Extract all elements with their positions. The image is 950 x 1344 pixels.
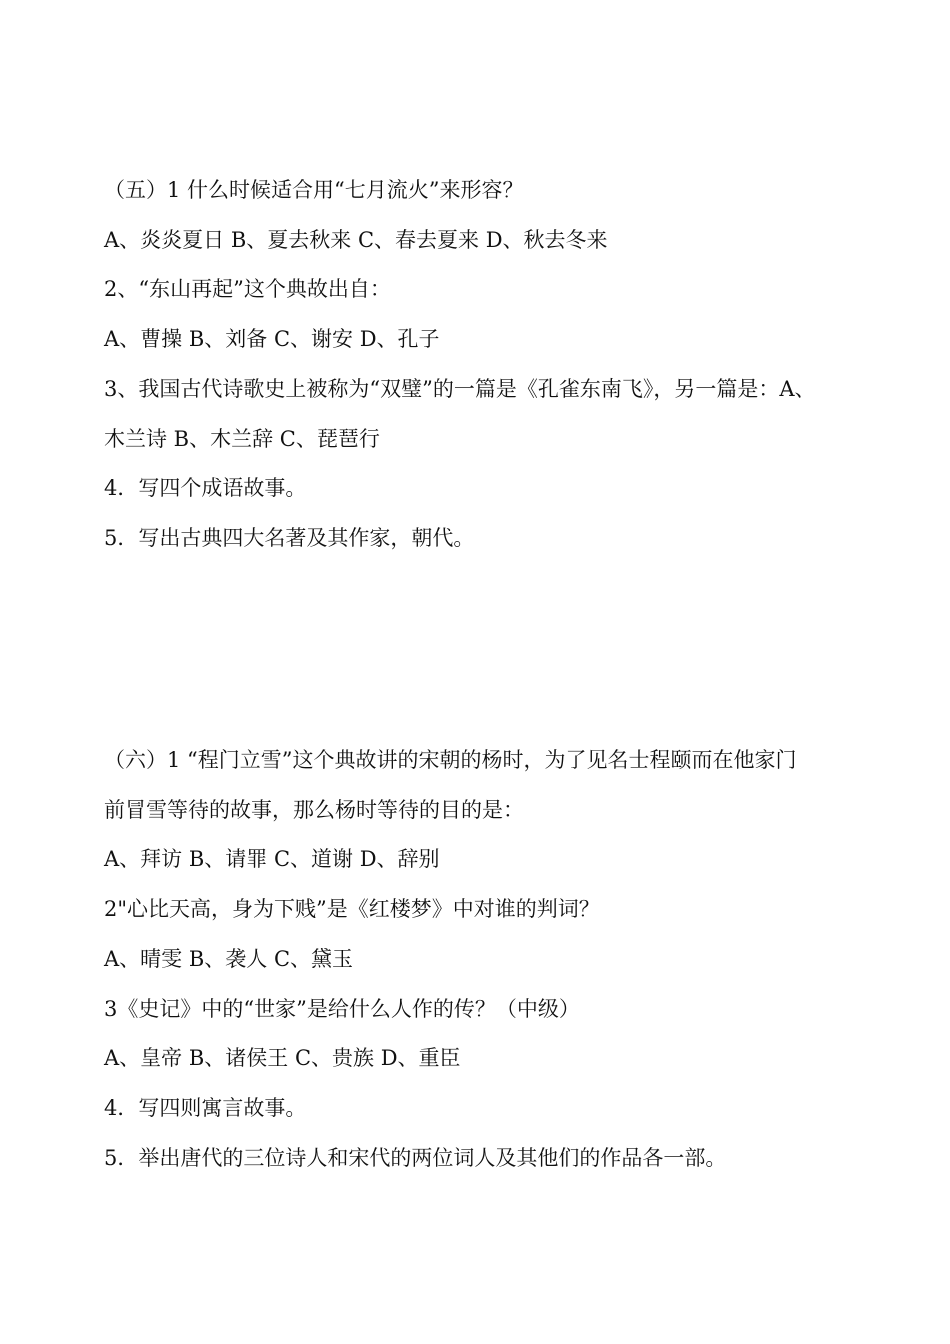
question-6-5: 5．举出唐代的三位诗人和宋代的两位词人及其他们的作品各一部。: [104, 1145, 727, 1170]
section-five: [104, 166, 874, 564]
question-5-3-line-1: 3、我国古代诗歌史上被称为“双璧”的一篇是《孔雀东南飞》，另一篇是：A、: [104, 376, 816, 401]
question-6-1-line-2: 前冒雪等待的故事，那么杨时等待的目的是：: [104, 797, 524, 822]
question-6-2-options: A、晴雯 B、袭人 C、黛玉: [104, 946, 354, 971]
question-5-2-options: A、曹操 B、刘备 C、谢安 D、孔子: [104, 327, 440, 352]
question-6-3-options: A、皇帝 B、诸侯王 C、贵族 D、重臣: [104, 1046, 461, 1071]
question-5-3-line-2: 木兰诗 B、木兰辞 C、琵琶行: [104, 426, 380, 451]
question-5-1: （五）1 什么时候适合用“七月流火”来形容？: [104, 178, 524, 202]
question-6-4: 4．写四则寓言故事。: [104, 1095, 307, 1120]
question-6-1-line-1: （六）1 “程门立雪”这个典故讲的宋朝的杨时，为了见名士程颐而在他家门: [104, 748, 797, 772]
question-6-2: 2"心比天高，身为下贱”是《红楼梦》中对谁的判词？: [104, 897, 600, 922]
question-6-3: 3《史记》中的“世家”是给什么人作的传？（中级）: [104, 996, 580, 1021]
section-six: [104, 736, 874, 1183]
question-5-1-options: A、炎炎夏日 B、夏去秋来 C、春去夏来 D、秋去冬来: [104, 227, 608, 252]
question-5-5: 5．写出古典四大名著及其作家，朝代。: [104, 525, 475, 550]
question-5-4: 4．写四个成语故事。: [104, 476, 307, 501]
question-6-1-options: A、拜访 B、请罪 C、道谢 D、辞别: [104, 847, 440, 872]
question-5-2: 2、“东山再起”这个典故出自：: [104, 277, 391, 302]
